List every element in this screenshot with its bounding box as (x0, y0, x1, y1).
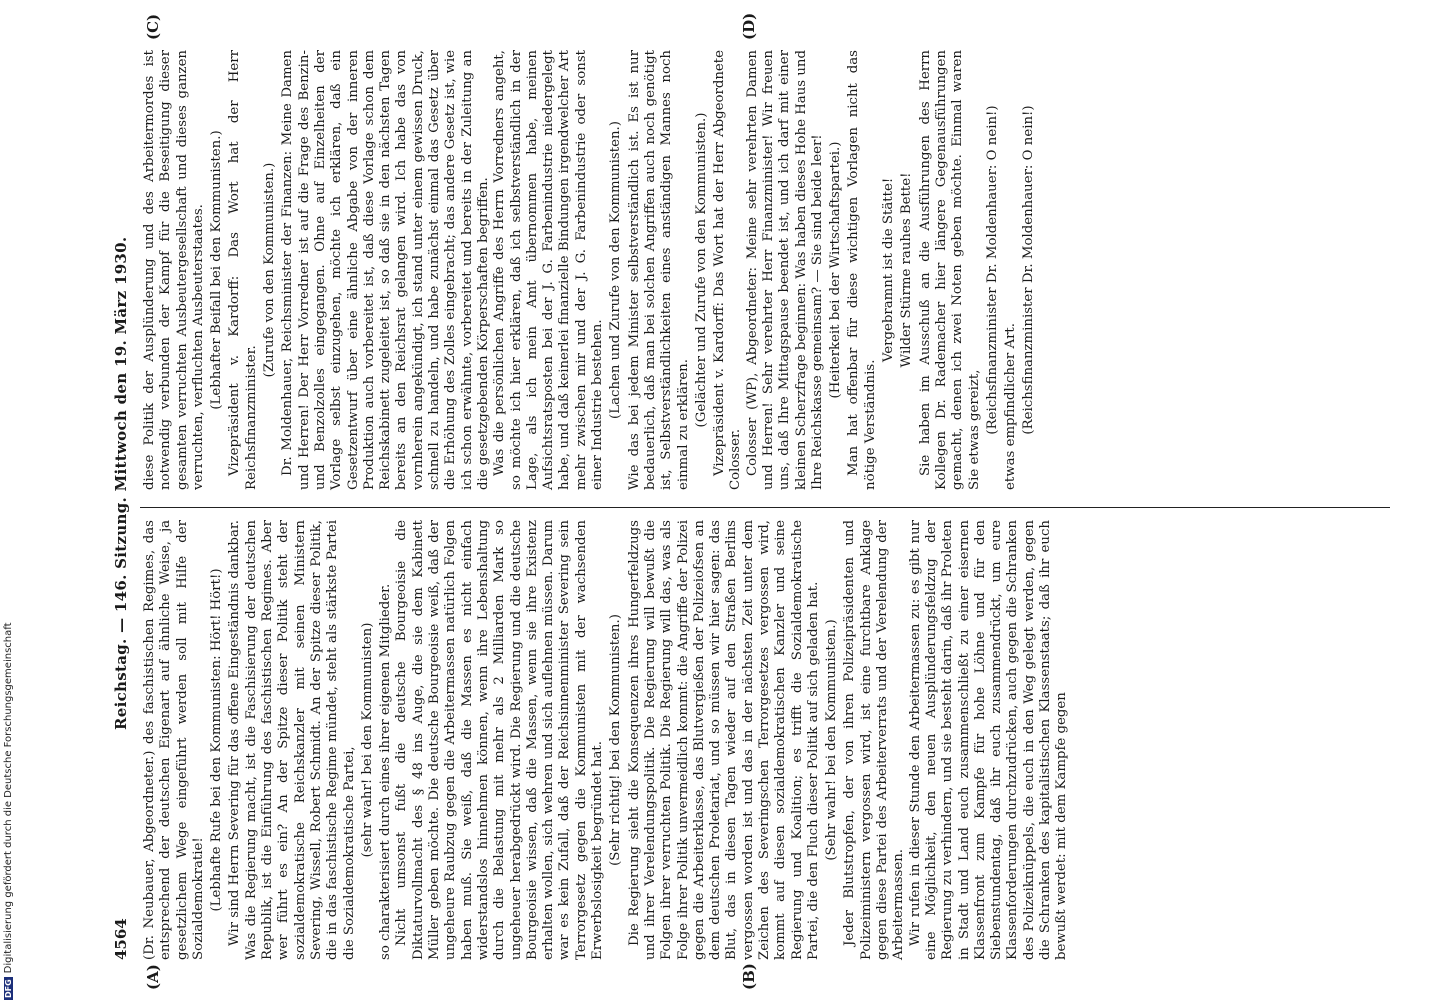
page-title: Reichstag. — 146. Sitzung. Mittwoch den 19. März 1930. (112, 236, 130, 730)
funding-note: Digitalisierung gefördert durch die Deutsche Forschungsgemeinschaft (3, 622, 14, 974)
interjection: (Zurufe von den Kommunisten.) (262, 162, 278, 378)
paragraph: Jeder Blutstropfen, der von ihren Polizeipräsidenten und Polizeiministern vergossen wird, ist eine furchtbare Anklage gegen diese Partei des Arbeiterverrats und der Verelendung der Arbeitermassen. (842, 520, 907, 960)
paragraph: Vizepräsident v. Kardorff: Das Wort hat der Herr Reichsfinanzminister. (227, 50, 259, 490)
margin-marker-c: (C) (144, 13, 162, 40)
margin-marker-b: (B) (740, 963, 758, 990)
paragraph: Man hat offenbar für diese wichtigen Vorlagen nicht das nötige Verständnis. (846, 50, 878, 490)
paragraph: (Dr. Neubauer, Abgeordneter.) des faschistischen Regimes, das entsprechend der deutschen Eigenart auf ähnliche Weise, ja gesetzlichem Wege eingeführt werden soll mit Hilfe der Sozialdemokratie! (142, 520, 206, 960)
paragraph: Wir rufen in dieser Stunde den Arbeitermassen zu: es gibt nur eine Möglichkeit, den neuen Ausplünderungsfeldzug der Regierung zu verhindern, und sie besteht darin, daß ihr Proleten in Stadt und Land euch zusammenschließt zu einer eisernen Klassenfront zum Kampfe für hohe Löhne und für den Siebenstundentag, daß ihr euch zusammendrückt, um eure Klassenforderungen durchzudrücken, auch gegen die Schranken des Polizeiknüppels, die euch in den Weg gelegt werden, gegen die Schranken des kapitalistischen Klassenstaats; daß ihr euch bewußt werdet: mit dem Kampfe gegen (907, 520, 1070, 960)
paragraph: Nicht umsonst fußt die deutsche Bourgeoisie die Diktaturvollmacht des § 48 ins Auge, die sie dem Kabinett Müller geben möchte. Die deutsche Bourgeoisie weiß, daß der ungeheure Raubzug gegen die Arbeitermassen natürlich Folgen haben muß. Sie weiß, daß die Massen es nicht einfach widerstandslos hinnehmen können, wenn ihre Lebenshaltung durch die Belastung mit mehr als 2 Milliarden Mark so ungeheuer herabgedrückt wird. Die Regierung und die deutsche Bourgeoisie wissen, daß die Massen, wenn sie ihre Existenz erhalten wollen, sich wehren und sich auflehnen müssen. Darum war es kein Zufall, daß der Reichsinnenminister Severing sein Terrorgesetz gegen die Kommunisten mit der wachsenden Erwerbslosigkeit begründet hat. (394, 520, 606, 960)
margin-marker-d: (D) (740, 12, 758, 40)
page-header (112, 30, 136, 960)
right-column (142, 50, 1040, 490)
interjection: (Lachen und Zurufe von den Kommunisten.) (608, 121, 624, 419)
paragraph: Dr. Moldenhauer, Reichsminister der Finanzen: Meine Damen und Herren! Der Herr Vorredner ist auf die Frage des Benzin- und Benzolzolles eingegangen. Ohne auf Einzelheiten der Vorlage selbst einzugehen, möchte ich erklären, daß ein Gesetzentwurf über eine ähnliche Abgabe von der inneren Produktion auch vorbereitet ist, daß diese Vorlage schon dem Reichskabinett zugeleitet ist, so daß sie in den nächsten Tagen bereits an den Reichsrat gelangen wird. Ich habe das von vornherein angekündigt, ich stand unter einem gewissen Druck, schnell zu handeln, und habe zunächst einmal das Gesetz über die Erhöhung des Zolles eingebracht; das andere Gesetz ist, wie ich schon erwähnte, vorbereitet und bereits in der Zuleitung an die gesetzgebenden Körperschaften begriffen. (280, 50, 491, 490)
left-column (142, 520, 1071, 960)
margin-marker-a: (A) (144, 964, 162, 990)
column-divider (140, 507, 1390, 508)
interjection: (sehr wahr! bei den Kommunisten) (359, 622, 375, 858)
interjection: (Heiterkeit bei der Wirtschaftspartei.) (828, 141, 844, 399)
verse-line: Wilder Stürme rauhes Bette! (899, 172, 915, 368)
paragraph: Was die persönlichen Angriffe des Herrn Vorredners angeht, so möchte ich hier erklären, daß ich selbstverständlich in der Lage, als ich mein Amt übernommen habe, meinen Aufsichtsratsposten bei der J. G. Farbenindustrie niedergelegt habe, und daß keinerlei finanzielle Bindungen irgendwelcher Art mehr zwischen mir und der J. G. Farbenindustrie oder sonst einer Industrie bestehen. (492, 50, 606, 490)
page-number: 4564 (112, 918, 130, 960)
verse-line: Vergebramnt ist die Stätte! (881, 177, 897, 363)
paragraph: Vizepräsident v. Kardorff: Das Wort hat der Herr Abgeordnete Colosser. (712, 50, 744, 490)
interjection: (Reichsfinanzminister Dr. Moldenhauer: O nein!) (1021, 105, 1037, 435)
interjection: (Lebhafter Beifall bei den Kommunisten.) (209, 130, 225, 410)
rotated-page-content (100, 0, 1434, 1000)
paragraph: Die Regierung sieht die Konsequenzen ihres Hungerfeldzugs und ihrer Verelendungspolitik. Die Regierung will bewußt die Folgen ihrer verruchten Politik. Die Regierung will das, was als Folge ihrer Politik unvermeidlich kommt: die Angriffe der Polizei gegen die Arbeiterklasse, das Blutvergießen der Polizeiofsen an dem deutschen Proletariat, und so müssen wir hier sagen: das Blut, das in diesen Tagen wieder auf den Straßen Berlins vergossen worden ist und das in der nächsten Zeit unter dem Zeichen des Severingschen Terrorgesetzes vergossen wird, kommt auf diesen sozialdemokratischen Kanzler und seine Regierung und Koalition; es trifft die Sozialdemokratische Partei, die den Fluch dieser Politik auf sich geladen hat. (626, 520, 821, 960)
paragraph: etwas empfindlicher Art. (1003, 322, 1019, 490)
digitization-note (3, 0, 25, 1000)
paragraph: Wir sind Herrn Severing für das offene Eingeständnis dankbar. Was die Regierung macht, ist die Faschisierung der deutschen Republik, ist die Einführung des faschistischen Regimes. Aber wer führt es ein? An der Spitze dieser Politik steht der sozialdemokratische Reichskanzler mit seinen Ministern Severing, Wissell, Robert Schmidt. An der Spitze dieser Politik, die in das faschistische Regime mündet, steht als stärkste Partei die Sozialdemokratische Partei, (227, 520, 357, 960)
paragraph: Wie das bei jedem Minister selbstverständlich ist. Es ist nur bedauerlich, daß man bei solchen Angriffen auch noch genötigt ist, Selbstverständlichkeiten eines anständigen Mannes noch einmal zu erklären. (626, 50, 691, 490)
dfg-logo: DFG (4, 979, 13, 998)
interjection: (Reichsfinanzminister Dr. Moldenhauer: O nein!) (984, 105, 1000, 435)
interjection: (Gelächter und Zurufe von den Kommunisten.) (693, 112, 709, 428)
interjection: (Lebhafte Rufe bei den Kommunisten: Hört! Hört!) (209, 568, 225, 912)
paragraph: diese Politik der Ausplünderung und des Arbeitermordes ist notwendig verbunden der Kampf für die Beseitigung dieser gesamten verruchten Ausbeutergesellschaft und dieses ganzen verruchten, verfluchten Ausbeuterstaates. (142, 50, 206, 490)
interjection: (Sehr wahr! bei den Kommunisten.) (824, 619, 840, 861)
paragraph: Colosser (WP), Abgeordneter: Meine sehr verehrten Damen und Herren! Sehr verehrter Herr Finanzminister! Wir freuen uns, daß Ihre Mittagspause beendet ist, und ich darf mit einer kleinen Scherzfrage beginnen: Was haben dieses Hohe Haus und Ihre Reichskasse gemeinsam? — Sie sind beide leer! (744, 50, 825, 490)
paragraph: so charakterisiert durch eines ihrer eigenen Mitglieder. (378, 583, 394, 960)
interjection: (Sehr richtig! bei den Kommunisten.) (608, 614, 624, 866)
paragraph: Sie haben im Ausschuß an die Ausführungen des Herrn Kollegen Dr. Rademacher hier längere Gegenausführungen gemacht, denen ich zwei Noten geben möchte. Einmal waren Sie etwas gereizt, (917, 50, 982, 490)
